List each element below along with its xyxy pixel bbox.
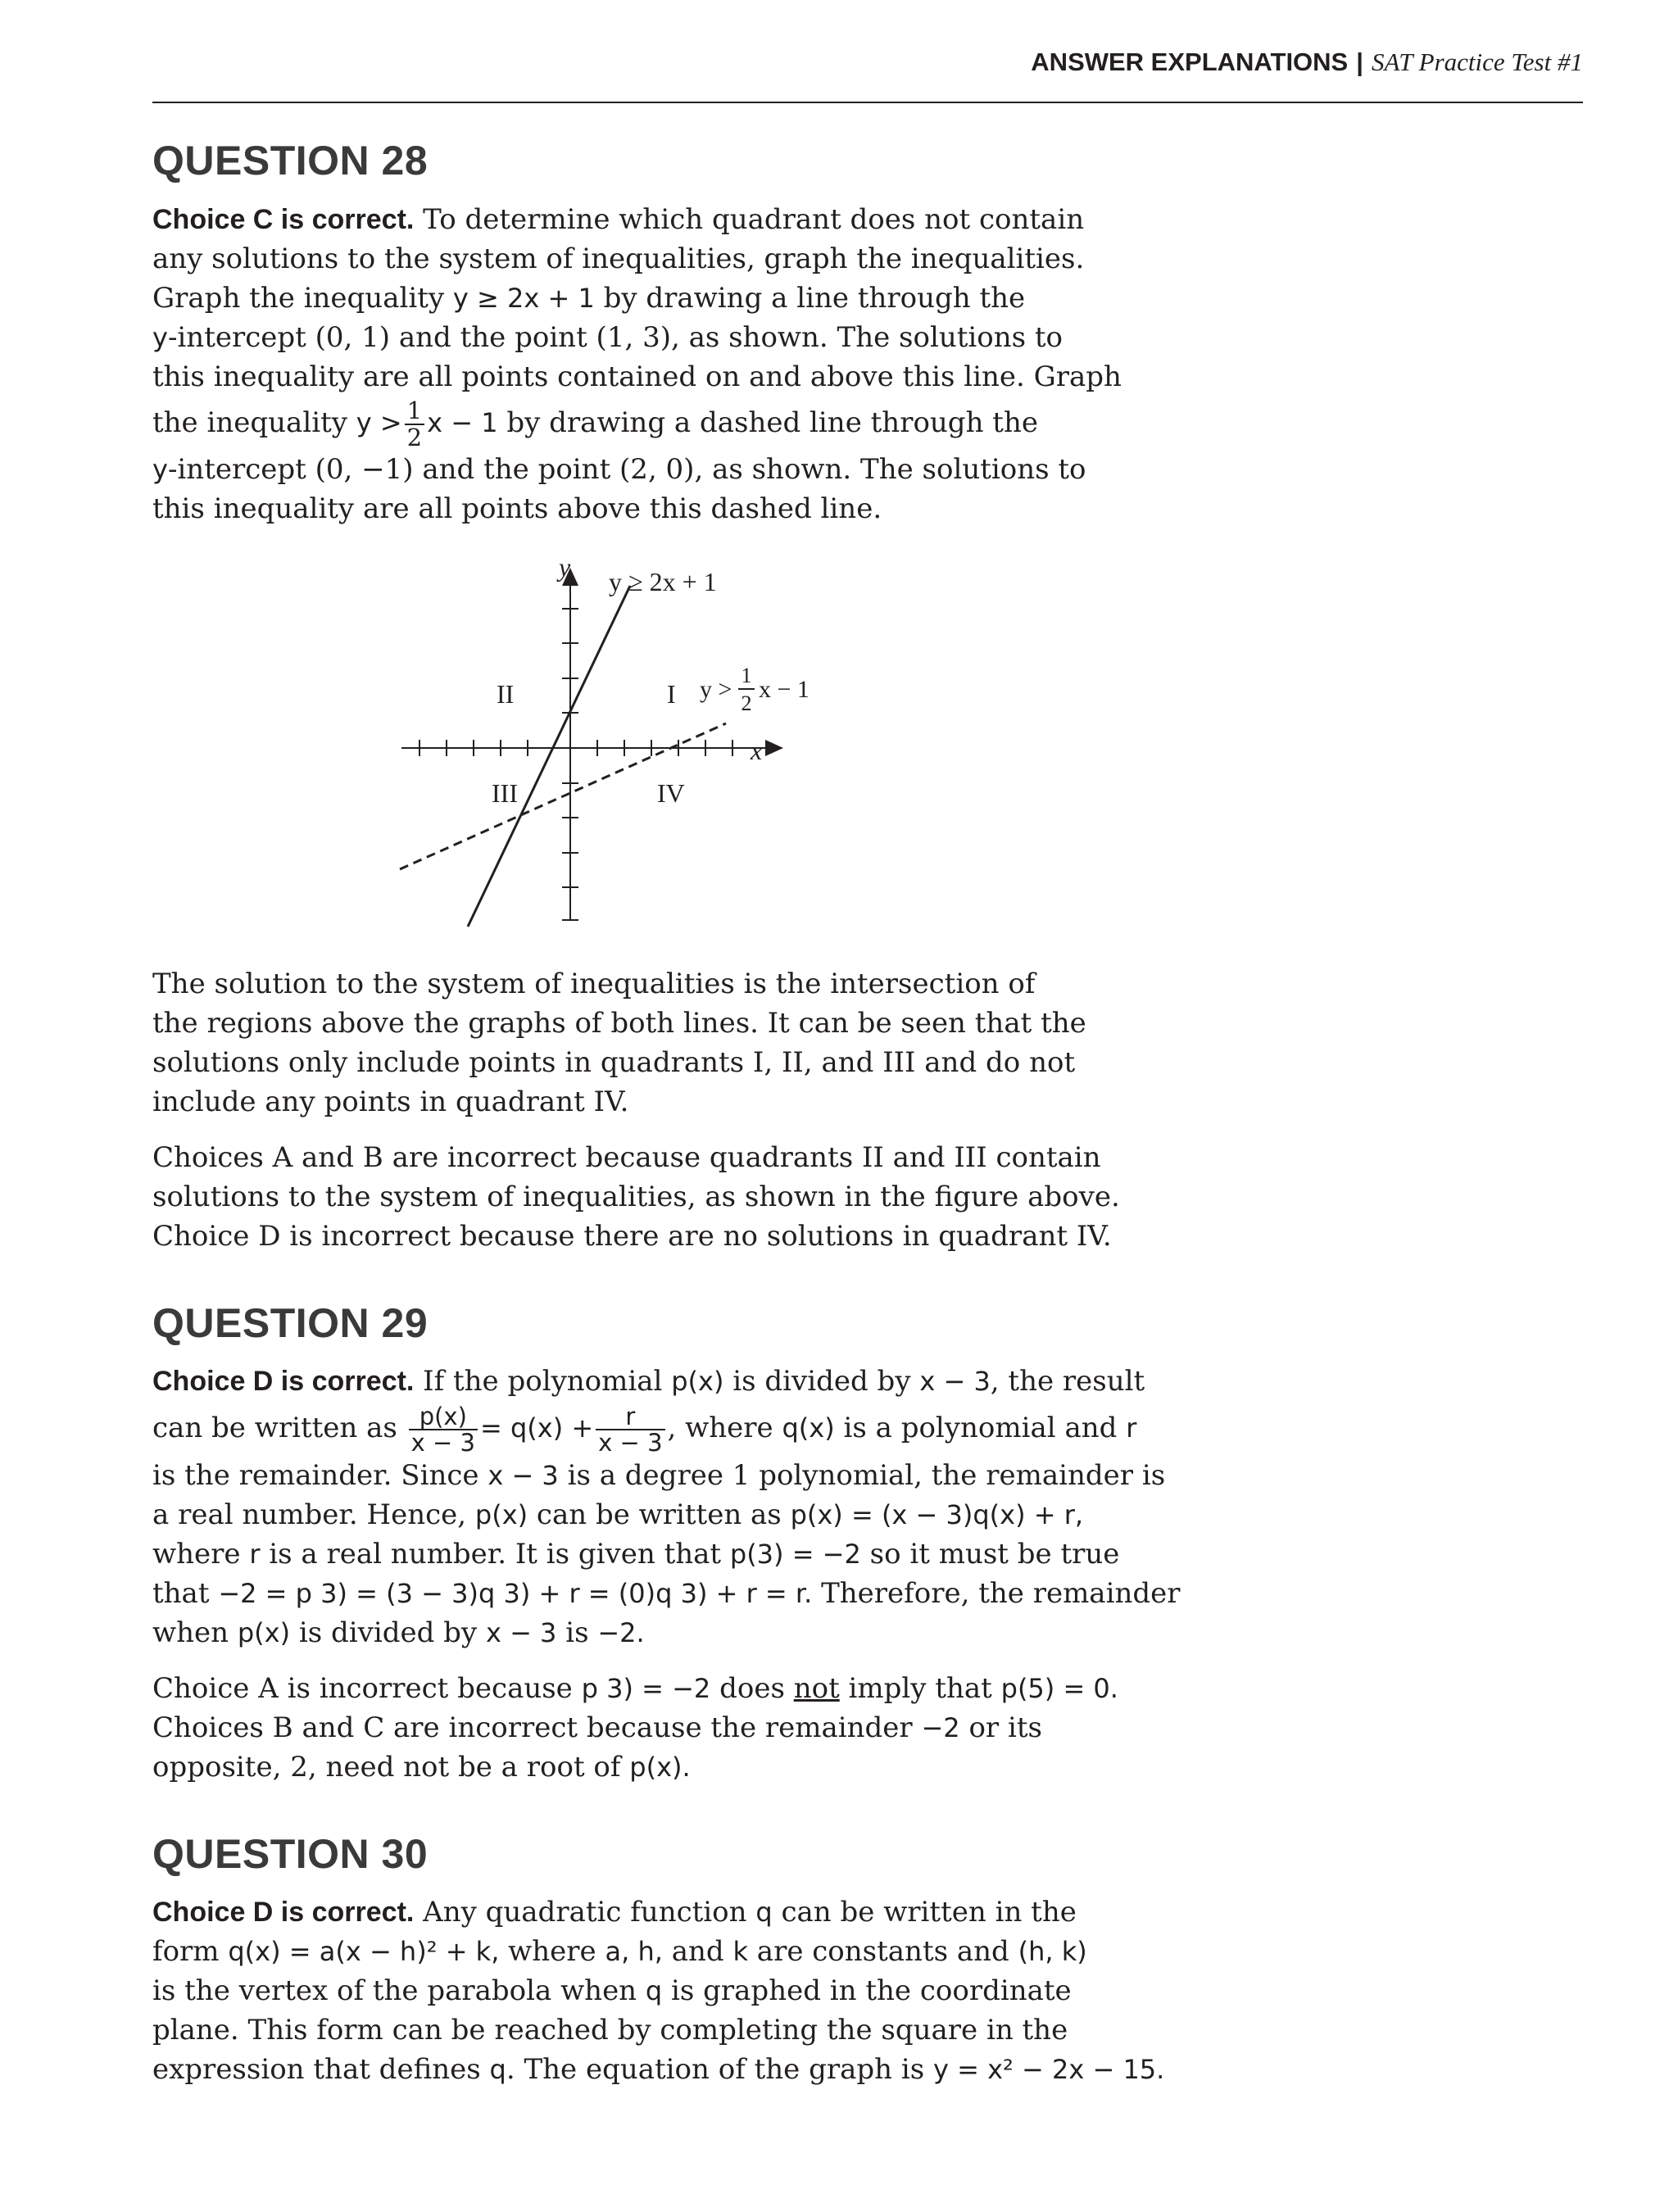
q29-text: If the polynomial xyxy=(414,1365,672,1398)
q28-text: Graph the inequality xyxy=(152,281,453,315)
q30-math: k xyxy=(732,1936,748,1968)
q28-line: this inequality are all points contained on and above this line. Graph xyxy=(152,360,1122,393)
q30-line xyxy=(152,1892,1177,1932)
q28-line: any solutions to the system of inequalities, graph the inequalities. xyxy=(152,242,1085,275)
q30-text: where xyxy=(499,1935,605,1969)
line-y-2x-plus-1 xyxy=(468,586,630,927)
fraction-denominator: x − 3 xyxy=(410,1429,475,1457)
q29-math: x − 3 xyxy=(488,1459,559,1491)
q28-line: include any points in quadrant IV. xyxy=(152,1085,629,1118)
q30-lead: Choice D is correct. xyxy=(152,1897,415,1929)
header-section: ANSWER EXPLANATIONS xyxy=(1031,48,1349,76)
q30-math: q xyxy=(489,2054,506,2086)
line2-label-b: x − 1 xyxy=(759,675,810,703)
q28-line: the regions above the graphs of both lines. It can be seen that the xyxy=(152,1006,1086,1040)
q28-text: the inequality xyxy=(152,406,356,439)
q29-math: −2 xyxy=(921,1711,960,1743)
q29-text: , where xyxy=(667,1412,782,1445)
spacer xyxy=(152,1652,1177,1669)
q28-lead: Choice C is correct. xyxy=(152,203,415,235)
fraction-denominator: 2 xyxy=(406,423,423,451)
q30-text: are constants and xyxy=(748,1935,1018,1969)
q28-line xyxy=(152,200,1177,239)
q30-text: and xyxy=(662,1935,733,1969)
q29-line xyxy=(152,1534,1177,1574)
q28-line: Choices A and B are incorrect because quadrants II and III contain xyxy=(152,1140,1101,1174)
q28-text: by drawing a dashed line through the xyxy=(497,406,1038,439)
q30-text: is graphed in the coordinate xyxy=(662,1974,1072,2008)
q29-math: p(3) = −2 xyxy=(729,1538,861,1570)
q29-math: −2. xyxy=(597,1616,645,1648)
q29-math: r xyxy=(1126,1412,1137,1444)
q28-math: x − 1 xyxy=(427,406,498,438)
q30-text: expression that defines xyxy=(152,2053,490,2087)
q29-math: p(x) xyxy=(671,1366,724,1398)
header-text xyxy=(1031,48,1583,77)
q29-text: Choice A is incorrect because xyxy=(152,1671,582,1705)
q29-text: is a real number. It is given that xyxy=(260,1537,730,1571)
q30-line xyxy=(152,2050,1177,2089)
q29-math: p(5) = 0. xyxy=(1000,1672,1118,1704)
line2-frac-den: 2 xyxy=(741,691,752,715)
q29-math: p 3) = −2 xyxy=(581,1672,711,1704)
q30-math: a, h, xyxy=(605,1936,663,1968)
spacer xyxy=(152,1122,1177,1138)
header-separator: | xyxy=(1356,48,1363,76)
question-29-heading: QUESTION 29 xyxy=(152,1299,429,1346)
q29-text: , the result xyxy=(990,1365,1145,1398)
q30-line xyxy=(152,1971,1177,2010)
q30-line xyxy=(152,1932,1177,1971)
fraction-numerator: r xyxy=(596,1404,664,1430)
q28-text: -intercept (0, −1) and the point (2, 0), as shown. The solutions to xyxy=(167,452,1086,486)
x-axis-label: x xyxy=(751,735,763,765)
q28-text: To determine which quadrant does not contain xyxy=(414,202,1085,236)
q28-line: this inequality are all points above this dashed line. xyxy=(152,492,882,525)
q30-math: q xyxy=(645,1975,663,2007)
q29-math: −2 = p 3) = (3 − 3)q 3) + r = (0)q 3) + r = r. xyxy=(218,1577,813,1609)
q30-math: (h, k) xyxy=(1018,1936,1087,1968)
y-axis-label: y xyxy=(559,551,571,582)
q28-line: The solution to the system of inequalities is the intersection of xyxy=(152,967,1036,1000)
q29-text: is xyxy=(556,1616,598,1649)
q29-text: when xyxy=(152,1616,238,1649)
q28-line: solutions to the system of inequalities, as shown in the figure above. xyxy=(152,1180,1120,1213)
q29-line xyxy=(152,1495,1177,1534)
q28-math: y xyxy=(152,453,168,485)
q29-text: opposite, 2, need not be a root of xyxy=(152,1750,630,1784)
q29-text: Choices B and C are incorrect because the remainder xyxy=(152,1711,922,1744)
q29-math: p(x) xyxy=(237,1616,291,1648)
q29-line xyxy=(152,1669,1177,1708)
q29-text: is a polynomial and xyxy=(834,1412,1127,1445)
question-30 xyxy=(152,1831,1177,2090)
q28-line: Choice D is incorrect because there are no solutions in quadrant IV. xyxy=(152,1219,1112,1253)
spacer xyxy=(152,1256,1177,1300)
q29-text: that xyxy=(152,1576,219,1610)
q29-math: p(x) = (x − 3)q(x) + r, xyxy=(790,1498,1084,1530)
q30-math: q xyxy=(755,1897,773,1929)
q29-text: so it must be true xyxy=(860,1537,1120,1571)
q28-text: by drawing a line through the xyxy=(594,281,1026,315)
q29-line xyxy=(152,1401,1177,1455)
q28-line xyxy=(152,318,1177,357)
q29-underlined-text: not xyxy=(793,1671,840,1705)
q29-text: can be written as xyxy=(528,1498,791,1531)
q29-math: = q(x) + xyxy=(479,1412,594,1444)
q29-math: r xyxy=(249,1538,261,1570)
question-28-heading: QUESTION 28 xyxy=(152,138,429,184)
quadrant-4-label: IV xyxy=(657,777,685,808)
q30-text: . The equation of the graph is xyxy=(506,2053,933,2087)
page-content xyxy=(152,138,1181,2089)
quadrant-1-label: I xyxy=(667,678,676,709)
q30-math: q(x) = a(x − h)² + k, xyxy=(228,1936,500,1968)
line2-frac-num: 1 xyxy=(741,663,752,687)
q29-text: Therefore, the remainder xyxy=(812,1576,1181,1610)
q29-text: can be written as xyxy=(152,1412,406,1445)
q30-line: plane. This form can be reached by completing the square in the xyxy=(152,2014,1068,2047)
question-29 xyxy=(152,1299,1181,1787)
page-header xyxy=(152,43,1583,103)
q28-math: y ≥ 2x + 1 xyxy=(452,282,595,314)
question-28 xyxy=(152,138,1177,1256)
inequalities-graph xyxy=(398,551,857,936)
q30-text: form xyxy=(152,1935,229,1969)
q29-text: is a degree 1 polynomial, the remainder is xyxy=(558,1458,1166,1492)
q29-line xyxy=(152,1747,1177,1787)
q29-math: x − 3 xyxy=(919,1366,991,1398)
q29-lead: Choice D is correct. xyxy=(152,1366,415,1398)
q29-text: where xyxy=(152,1537,250,1571)
fraction-denominator: x − 3 xyxy=(598,1429,663,1457)
q29-math: p(x). xyxy=(629,1751,691,1783)
quadrant-3-label: III xyxy=(492,777,518,808)
q28-line xyxy=(152,450,1177,489)
spacer xyxy=(152,1787,1177,1831)
q28-math: y > xyxy=(356,406,402,438)
q30-text: Any quadratic function xyxy=(414,1896,756,1929)
q28-line: solutions only include points in quadrants I, II, and III and do not xyxy=(152,1045,1076,1079)
fraction-numerator: 1 xyxy=(405,398,424,424)
q29-text: imply that xyxy=(839,1671,1001,1705)
q29-fraction-1 xyxy=(409,1404,478,1456)
q29-text: is the remainder. Since xyxy=(152,1458,488,1492)
q29-line xyxy=(152,1456,1177,1495)
q29-line xyxy=(152,1362,1177,1401)
q29-text: or its xyxy=(959,1711,1042,1744)
q29-math: p(x) xyxy=(474,1498,528,1530)
q30-text: is the vertex of the parabola when xyxy=(152,1974,646,2008)
q28-line xyxy=(152,397,1177,450)
q29-text: a real number. Hence, xyxy=(152,1498,475,1531)
quadrant-2-label: II xyxy=(497,678,515,709)
q29-line xyxy=(152,1708,1177,1747)
q28-line xyxy=(152,279,1177,318)
q29-math: x − 3 xyxy=(485,1616,557,1648)
fraction-numerator: p(x) xyxy=(409,1404,478,1430)
q28-text: -intercept (0, 1) and the point (1, 3), as shown. The solutions to xyxy=(167,320,1063,354)
q29-fraction-2 xyxy=(596,1404,664,1456)
q29-text: does xyxy=(710,1671,794,1705)
line2-label-a: y > xyxy=(700,675,732,703)
q29-line xyxy=(152,1574,1181,1613)
q29-math: q(x) xyxy=(782,1412,835,1444)
header-test-name: SAT Practice Test #1 xyxy=(1371,48,1583,76)
q29-line xyxy=(152,1613,1177,1652)
q28-fraction xyxy=(405,398,424,450)
q30-text: can be written in the xyxy=(772,1896,1077,1929)
question-30-heading: QUESTION 30 xyxy=(152,1830,429,1877)
line1-label: y ≥ 2x + 1 xyxy=(609,566,717,596)
q28-math: y xyxy=(152,321,168,353)
q30-math: y = x² − 2x − 15. xyxy=(932,2054,1165,2086)
q29-text: is divided by xyxy=(290,1616,486,1649)
q29-text: is divided by xyxy=(723,1365,920,1398)
